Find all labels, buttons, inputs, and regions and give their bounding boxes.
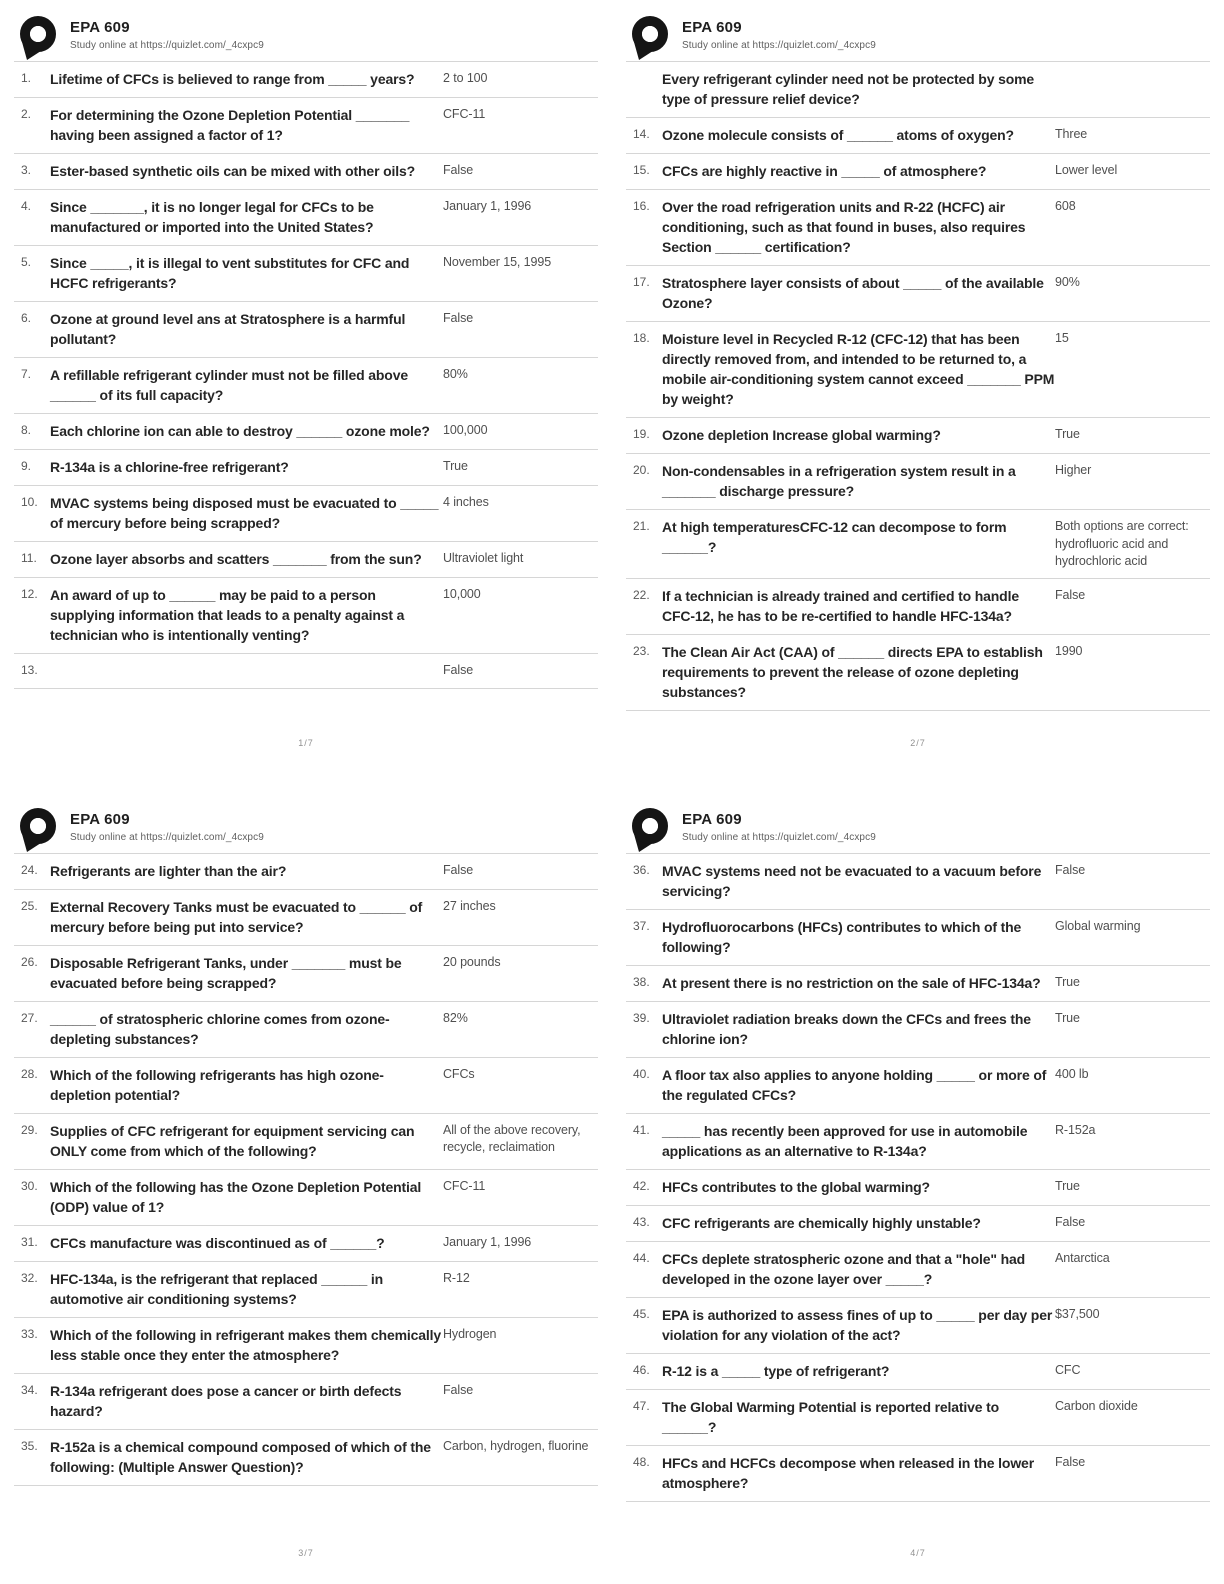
qa-row [626, 1114, 1210, 1170]
qa-row [626, 1206, 1210, 1242]
question-number: 33. [21, 1327, 38, 1342]
question-number: 20. [633, 463, 650, 478]
answer-text: Global warming [1055, 919, 1141, 934]
page-2 [612, 0, 1224, 792]
title-block [682, 806, 876, 843]
quizlet-q-logo [16, 806, 62, 852]
question-number: 32. [21, 1271, 38, 1286]
question-text: EPA is authorized to assess fines of up to _____ per day per violation for any violation of the act? [662, 1307, 1053, 1344]
question-text: HFCs and HCFCs decompose when released in the lower atmosphere? [662, 1455, 1034, 1492]
answer-text: 400 lb [1055, 1067, 1089, 1082]
question-number: 13. [21, 663, 38, 678]
question-text: For determining the Ozone Depletion Potential _______ having been assigned a factor of 1? [50, 107, 410, 144]
qa-row [14, 358, 598, 414]
question-number: 28. [21, 1067, 38, 1082]
quizlet-q-logo [628, 806, 674, 852]
question-text [50, 661, 443, 679]
answer-text: Both options are correct: hydrofluoric acid and hydrochloric acid [1055, 519, 1189, 568]
question-number: 24. [21, 863, 38, 877]
question-number: 1. [21, 71, 32, 85]
question-text: An award of up to ______ may be paid to a person supplying information that leads to a penalty against a technician who is intentionally venting? [50, 587, 405, 644]
question-number: 43. [633, 1215, 650, 1230]
question-number: 8. [21, 423, 32, 438]
question-text: Since _______, it is no longer legal for CFCs to be manufactured or imported into the United States? [50, 199, 374, 236]
qa-row [626, 266, 1210, 322]
qa-row [626, 635, 1210, 711]
qa-row [14, 302, 598, 358]
answer-text: January 1, 1996 [443, 199, 532, 214]
page-4 [612, 792, 1224, 1584]
page-number: 1/7 [298, 738, 314, 748]
qa-row [626, 1002, 1210, 1058]
qa-row [14, 154, 598, 190]
page-3 [0, 792, 612, 1584]
answer-text: 2 to 100 [443, 71, 488, 85]
qa-list [14, 61, 598, 689]
answer-text: 608 [1055, 199, 1076, 214]
page-title: EPA 609 [682, 19, 742, 36]
title-block [70, 806, 264, 843]
question-number: 47. [633, 1399, 650, 1414]
answer-text: R-152a [1055, 1123, 1096, 1138]
qa-row [626, 190, 1210, 266]
page-title: EPA 609 [70, 811, 130, 828]
qa-row [626, 118, 1210, 154]
title-block [682, 14, 876, 51]
answer-text: Carbon, hydrogen, fluorine [443, 1439, 589, 1454]
answer-text: False [1055, 863, 1086, 877]
question-number: 17. [633, 275, 650, 290]
qa-row [626, 1242, 1210, 1298]
question-number: 27. [21, 1011, 38, 1026]
question-text: If a technician is already trained and certified to handle CFC-12, he has to be re-certified to handle HFC-134a? [662, 588, 1019, 625]
answer-text: 90% [1055, 275, 1080, 290]
study-url: Study online at https://quizlet.com/_4cxpc9 [70, 40, 264, 51]
qa-row [626, 1170, 1210, 1206]
answer-text: 27 inches [443, 899, 496, 914]
qa-row [14, 62, 598, 98]
answer-text: R-12 [443, 1271, 470, 1286]
answer-text: False [443, 863, 474, 877]
qa-row [14, 190, 598, 246]
qa-row [14, 1318, 598, 1374]
question-text: CFCs manufacture was discontinued as of ______? [50, 1235, 385, 1252]
answer-text: 15 [1055, 331, 1069, 346]
answer-text: CFC-11 [443, 1179, 486, 1194]
question-text: Over the road refrigeration units and R-22 (HCFC) air conditioning, such as that found in buses, also requires Section ______ certification? [662, 199, 1026, 256]
page-number: 3/7 [298, 1548, 314, 1558]
page-number: 2/7 [910, 738, 926, 748]
qa-row [626, 322, 1210, 418]
answer-text: Hydrogen [443, 1327, 497, 1342]
question-number: 25. [21, 899, 38, 914]
question-text: HFCs contributes to the global warming? [662, 1179, 930, 1196]
question-number: 19. [633, 427, 650, 442]
question-number: 31. [21, 1235, 38, 1250]
question-text: Supplies of CFC refrigerant for equipment servicing can ONLY come from which of the following? [50, 1123, 415, 1160]
question-number [626, 69, 662, 109]
qa-row [626, 154, 1210, 190]
question-number: 34. [21, 1383, 38, 1398]
question-number: 6. [21, 311, 32, 326]
answer-text: Lower level [1055, 163, 1118, 178]
question-text: At high temperaturesCFC-12 can decompose to form ______? [662, 519, 1007, 556]
question-number: 39. [633, 1011, 650, 1026]
qa-row [14, 854, 598, 890]
page-header [626, 14, 1210, 60]
qa-row [14, 1114, 598, 1170]
qa-row [626, 1446, 1210, 1502]
question-text: Stratosphere layer consists of about _____ of the available Ozone? [662, 275, 1044, 312]
question-number: 21. [633, 519, 650, 534]
question-number: 36. [633, 863, 650, 877]
qa-row [14, 414, 598, 450]
question-number: 5. [21, 255, 32, 270]
qa-row [14, 486, 598, 542]
answer-text: CFC-11 [443, 107, 486, 122]
qa-row [14, 1226, 598, 1262]
question-number: 37. [633, 919, 650, 934]
study-url: Study online at https://quizlet.com/_4cxpc9 [70, 832, 264, 843]
title-block [70, 14, 264, 51]
qa-row [626, 454, 1210, 510]
question-text: At present there is no restriction on the sale of HFC-134a? [662, 975, 1041, 992]
qa-row [626, 510, 1210, 579]
answer-text: False [1055, 1215, 1086, 1230]
answer-text [1055, 69, 1210, 109]
qa-list [626, 853, 1210, 1502]
question-text: R-152a is a chemical compound composed of which of the following: (Multiple Answer Question)? [50, 1439, 431, 1476]
answer-text: False [443, 311, 474, 326]
qa-row [14, 1262, 598, 1318]
qa-row [14, 542, 598, 578]
question-text: HFC-134a, is the refrigerant that replaced ______ in automotive air conditioning systems? [50, 1271, 383, 1308]
qa-row [626, 1390, 1210, 1446]
question-text: Each chlorine ion can able to destroy ______ ozone mole? [50, 423, 430, 440]
question-number: 29. [21, 1123, 38, 1138]
qa-row [14, 1374, 598, 1430]
answer-text: True [1055, 975, 1080, 990]
qa-row [626, 854, 1210, 910]
answer-text: 82% [443, 1011, 468, 1026]
answer-text: False [1055, 1455, 1086, 1470]
question-text: Ozone depletion Increase global warming? [662, 427, 941, 444]
qa-row [14, 1170, 598, 1226]
question-number: 48. [633, 1455, 650, 1470]
answer-text: Antarctica [1055, 1251, 1110, 1266]
question-number: 26. [21, 955, 38, 970]
question-number: 12. [21, 587, 38, 602]
question-text: The Clean Air Act (CAA) of ______ directs EPA to establish requirements to prevent the release of ozone depleting substances? [662, 644, 1043, 701]
question-text: Ultraviolet radiation breaks down the CFCs and frees the chlorine ion? [662, 1011, 1031, 1048]
qa-row [626, 418, 1210, 454]
question-number: 35. [21, 1439, 38, 1454]
question-text: Which of the following in refrigerant makes them chemically less stable once they enter the atmosphere? [50, 1327, 442, 1364]
page-1 [0, 0, 612, 792]
question-number: 16. [633, 199, 650, 214]
question-text: The Global Warming Potential is reported relative to ______? [662, 1399, 1000, 1436]
answer-text: False [443, 663, 474, 678]
page-number: 4/7 [910, 1548, 926, 1558]
question-number: 14. [633, 127, 650, 142]
qa-row [626, 910, 1210, 966]
answer-text: True [1055, 427, 1080, 442]
question-number: 30. [21, 1179, 38, 1194]
question-text: _____ has recently been approved for use in automobile applications as an alternative to R-134a? [662, 1123, 1028, 1160]
answer-text: November 15, 1995 [443, 255, 552, 270]
question-text: Ozone layer absorbs and scatters _______ from the sun? [50, 551, 422, 568]
question-text: Which of the following refrigerants has high ozone-depletion potential? [50, 1067, 384, 1104]
question-number: 4. [21, 199, 32, 214]
question-number: 11. [21, 551, 37, 566]
question-text: External Recovery Tanks must be evacuated to ______ of mercury before being put into service? [50, 899, 423, 936]
question-text: Ester-based synthetic oils can be mixed with other oils? [50, 163, 416, 180]
qa-row [14, 946, 598, 1002]
answer-text: False [443, 1383, 474, 1398]
question-number: 7. [21, 367, 32, 382]
qa-row [14, 246, 598, 302]
question-text: Since _____, it is illegal to vent substitutes for CFC and HCFC refrigerants? [50, 255, 410, 292]
study-url: Study online at https://quizlet.com/_4cxpc9 [682, 832, 876, 843]
question-number: 38. [633, 975, 650, 990]
qa-row [14, 450, 598, 486]
qa-row [14, 1058, 598, 1114]
qa-row [626, 1354, 1210, 1390]
study-url: Study online at https://quizlet.com/_4cxpc9 [682, 40, 876, 51]
qa-row [626, 1298, 1210, 1354]
question-text: CFCs deplete stratospheric ozone and that a "hole" had developed in the ozone layer over _____? [662, 1251, 1026, 1288]
answer-text: 100,000 [443, 423, 488, 438]
question-number: 15. [633, 163, 650, 178]
answer-text: 4 inches [443, 495, 489, 510]
qa-row [626, 1058, 1210, 1114]
question-number: 41. [633, 1123, 650, 1138]
qa-row [14, 654, 598, 688]
question-number: 23. [633, 644, 650, 659]
question-text: Lifetime of CFCs is believed to range from _____ years? [50, 71, 415, 87]
answer-text: Carbon dioxide [1055, 1399, 1138, 1414]
question-text: Hydrofluorocarbons (HFCs) contributes to which of the following? [662, 919, 1022, 956]
quizlet-q-logo [628, 14, 674, 60]
qa-row [14, 1002, 598, 1058]
question-number: 3. [21, 163, 32, 178]
qa-list [626, 61, 1210, 711]
question-number: 40. [633, 1067, 650, 1082]
question-text: R-134a is a chlorine-free refrigerant? [50, 459, 289, 476]
answer-text: All of the above recovery, recycle, reclaimation [443, 1123, 581, 1155]
question-text: MVAC systems being disposed must be evacuated to _____ of mercury before being scrapped? [50, 495, 439, 532]
page-title: EPA 609 [70, 19, 130, 36]
qa-row [14, 578, 598, 654]
answer-text: 80% [443, 367, 468, 382]
answer-text: 20 pounds [443, 955, 501, 970]
question-number: 9. [21, 459, 32, 474]
question-text: CFC refrigerants are chemically highly unstable? [662, 1215, 981, 1232]
answer-text: CFCs [443, 1067, 475, 1082]
qa-row [626, 966, 1210, 1002]
qa-row [14, 1430, 598, 1486]
answer-text: Three [1055, 127, 1088, 142]
answer-text: January 1, 1996 [443, 1235, 532, 1250]
question-number: 10. [21, 495, 38, 510]
question-text: Ozone at ground level ans at Stratosphere is a harmful pollutant? [50, 311, 406, 348]
answer-text: True [1055, 1011, 1080, 1026]
question-text: R-12 is a _____ type of refrigerant? [662, 1363, 890, 1380]
question-number: 46. [633, 1363, 650, 1378]
question-number: 2. [21, 107, 32, 122]
answer-text: Ultraviolet light [443, 551, 524, 566]
answer-text: True [443, 459, 468, 474]
page-title: EPA 609 [682, 811, 742, 828]
answer-text: CFC [1055, 1363, 1081, 1378]
qa-row [14, 890, 598, 946]
answer-text: True [1055, 1179, 1080, 1194]
question-text: MVAC systems need not be evacuated to a vacuum before servicing? [662, 863, 1042, 900]
question-number: 18. [633, 331, 650, 346]
page-header [14, 14, 598, 60]
question-text: ______ of stratospheric chlorine comes from ozone-depleting substances? [50, 1011, 390, 1048]
question-text: A refillable refrigerant cylinder must not be filled above ______ of its full capacity? [50, 367, 408, 404]
question-text: R-134a refrigerant does pose a cancer or birth defects hazard? [50, 1383, 402, 1420]
question-number: 42. [633, 1179, 650, 1194]
question-text: Ozone molecule consists of ______ atoms of oxygen? [662, 127, 1014, 144]
answer-text: 1990 [1055, 644, 1083, 659]
page-header [14, 806, 598, 852]
question-text: A floor tax also applies to anyone holding _____ or more of the regulated CFCs? [662, 1067, 1047, 1104]
qa-row [14, 98, 598, 154]
answer-text: False [1055, 588, 1086, 602]
answer-text: Higher [1055, 463, 1092, 478]
qa-list [14, 853, 598, 1486]
question-text: Non-condensables in a refrigeration system result in a _______ discharge pressure? [662, 463, 1016, 500]
answer-text: False [443, 163, 474, 178]
quizlet-q-logo [16, 14, 62, 60]
question-number: 44. [633, 1251, 650, 1266]
question-number: 22. [633, 588, 650, 602]
question-text: Which of the following has the Ozone Depletion Potential (ODP) value of 1? [50, 1179, 422, 1216]
question-text: Every refrigerant cylinder need not be protected by some type of pressure relief device? [662, 71, 1035, 108]
answer-text: 10,000 [443, 587, 481, 602]
question-text: Moisture level in Recycled R-12 (CFC-12) that has been directly removed from, and intended to be returned to, a mobile air-conditioning system cannot exceed _______ PPM by weight? [662, 331, 1055, 408]
qa-row [626, 62, 1210, 118]
question-number: 45. [633, 1307, 650, 1322]
question-text: Refrigerants are lighter than the air? [50, 863, 287, 879]
answer-text: $37,500 [1055, 1307, 1100, 1322]
qa-row [626, 579, 1210, 635]
question-text: CFCs are highly reactive in _____ of atmosphere? [662, 163, 987, 180]
question-text: Disposable Refrigerant Tanks, under _______ must be evacuated before being scrapped? [50, 955, 402, 992]
page-header [626, 806, 1210, 852]
